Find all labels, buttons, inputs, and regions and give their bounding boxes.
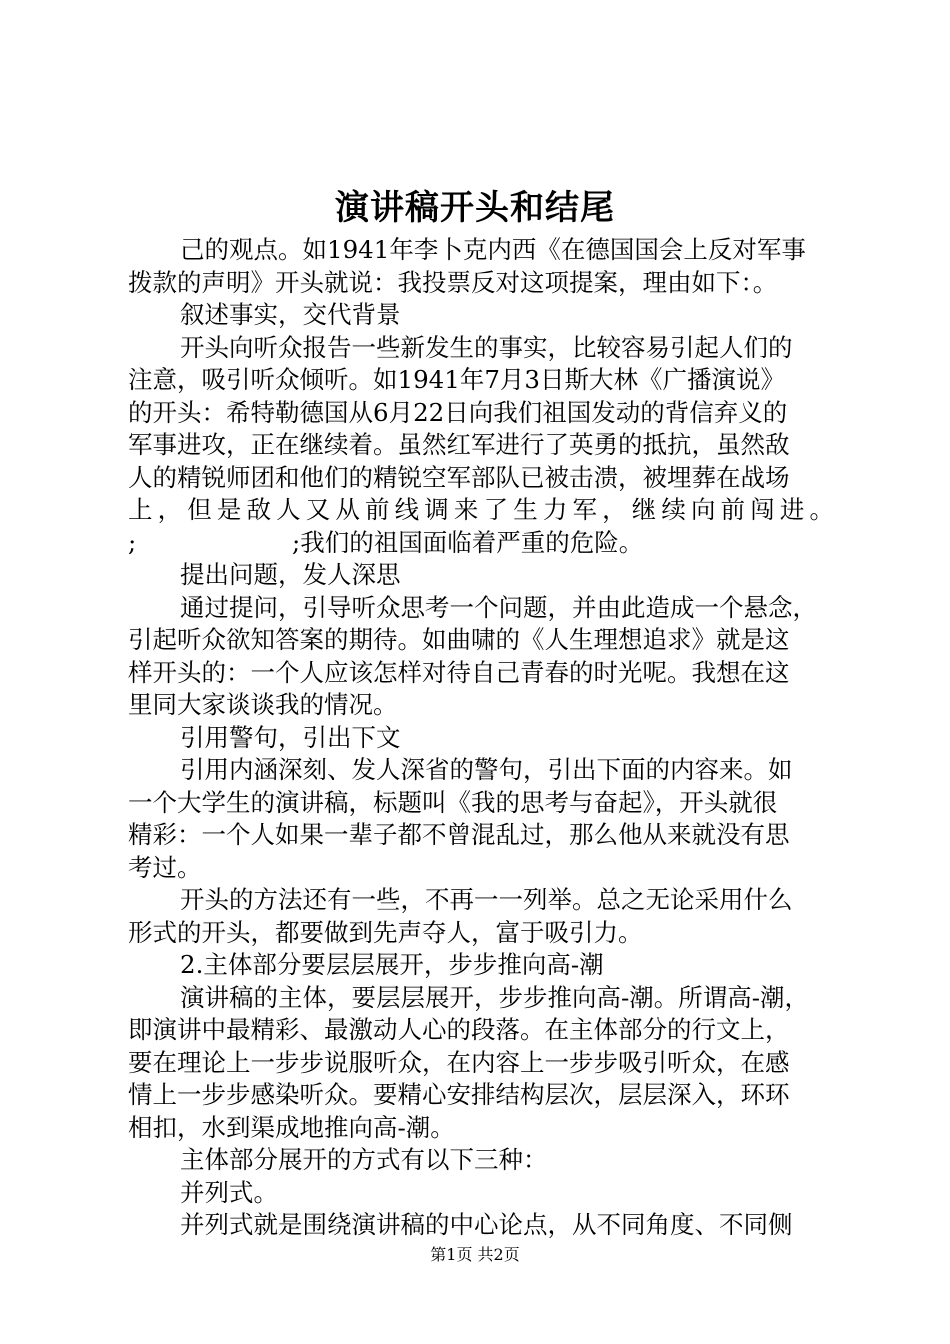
text-line: 引用警句，引出下文 [180, 722, 401, 752]
document-body [128, 234, 834, 1242]
text-line: 即演讲中最精彩、最激动人心的段落。在主体部分的行文上， [128, 1015, 790, 1044]
text-line: 演讲稿的主体，要层层展开，步步推向高-潮。所谓高-潮， [180, 982, 810, 1012]
text-line: 拨款的声明》开头就说：我投票反对这项提案，理由如下：。 [128, 267, 778, 297]
text-line: 叙述事实，交代背景 [180, 300, 401, 329]
text-line: 样开头的：一个人应该怎样对待自己青春的时光呢。我想在这 [128, 657, 790, 687]
text-line: 提出问题，发人深思 [180, 560, 401, 589]
text-line: 的开头：希特勒德国从6月22日向我们祖国发动的背信弃义的 [128, 397, 788, 427]
text-line: 通过提问，引导听众思考一个问题，并由此造成一个悬念， [180, 592, 817, 622]
text-line: 己的观点。如1941年李卜克内西《在德国国会上反对军事 [180, 235, 806, 264]
text-line: 开头的方法还有一些，不再一一列举。总之无论采用什么 [180, 885, 793, 914]
text-line: 2.主体部分要层层展开，步步推向高-潮 [180, 950, 604, 979]
text-line: 相扣，水到渠成地推向高-潮。 [128, 1112, 455, 1142]
text-line: 主体部分展开的方式有以下三种： [180, 1145, 548, 1174]
text-line: 上，但是敌人又从前线调来了生力军，继续向前闯进。 [128, 495, 834, 524]
text-line: 形式的开头，都要做到先声夺人，富于吸引力。 [128, 917, 643, 947]
text-line: 精彩：一个人如果一辈子都不曾混乱过，那么他从来就没有思 [128, 820, 790, 849]
text-line: 情上一步步感染听众。要精心安排结构层次，层层深入，环环 [128, 1080, 790, 1109]
text-line: ; ;我们的祖国面临着严重的危险。 [128, 527, 644, 557]
text-line: 军事进攻，正在继续着。虽然红军进行了英勇的抵抗，虽然敌 [128, 430, 790, 459]
text-line: 并列式就是围绕演讲稿的中心论点，从不同角度、不同侧 [180, 1210, 793, 1239]
text-line: 一个大学生的演讲稿，标题叫《我的思考与奋起》，开头就很 [128, 787, 778, 817]
text-line: 要在理论上一步步说服听众，在内容上一步步吸引听众，在感 [128, 1047, 790, 1077]
text-line: 开头向听众报告一些新发生的事实，比较容易引起人们的 [180, 332, 793, 362]
text-line: 人的精锐师团和他们的精锐空军部队已被击溃，被埋葬在战场 [128, 462, 790, 492]
text-line: 里同大家谈谈我的情况。 [128, 690, 398, 719]
text-line: 考过。 [128, 852, 202, 882]
text-line: 引用内涵深刻、发人深省的警句，引出下面的内容来。如 [180, 755, 793, 784]
text-line: 注意，吸引听众倾听。如1941年7月3日斯大林《广播演说》 [128, 365, 786, 394]
page-title: 演讲稿开头和结尾 [335, 188, 615, 228]
text-line: 并列式。 [180, 1177, 278, 1207]
page-footer: 第1页 共2页 [430, 1245, 520, 1264]
text-line: 引起听众欲知答案的期待。如曲啸的《人生理想追求》就是这 [128, 625, 790, 654]
